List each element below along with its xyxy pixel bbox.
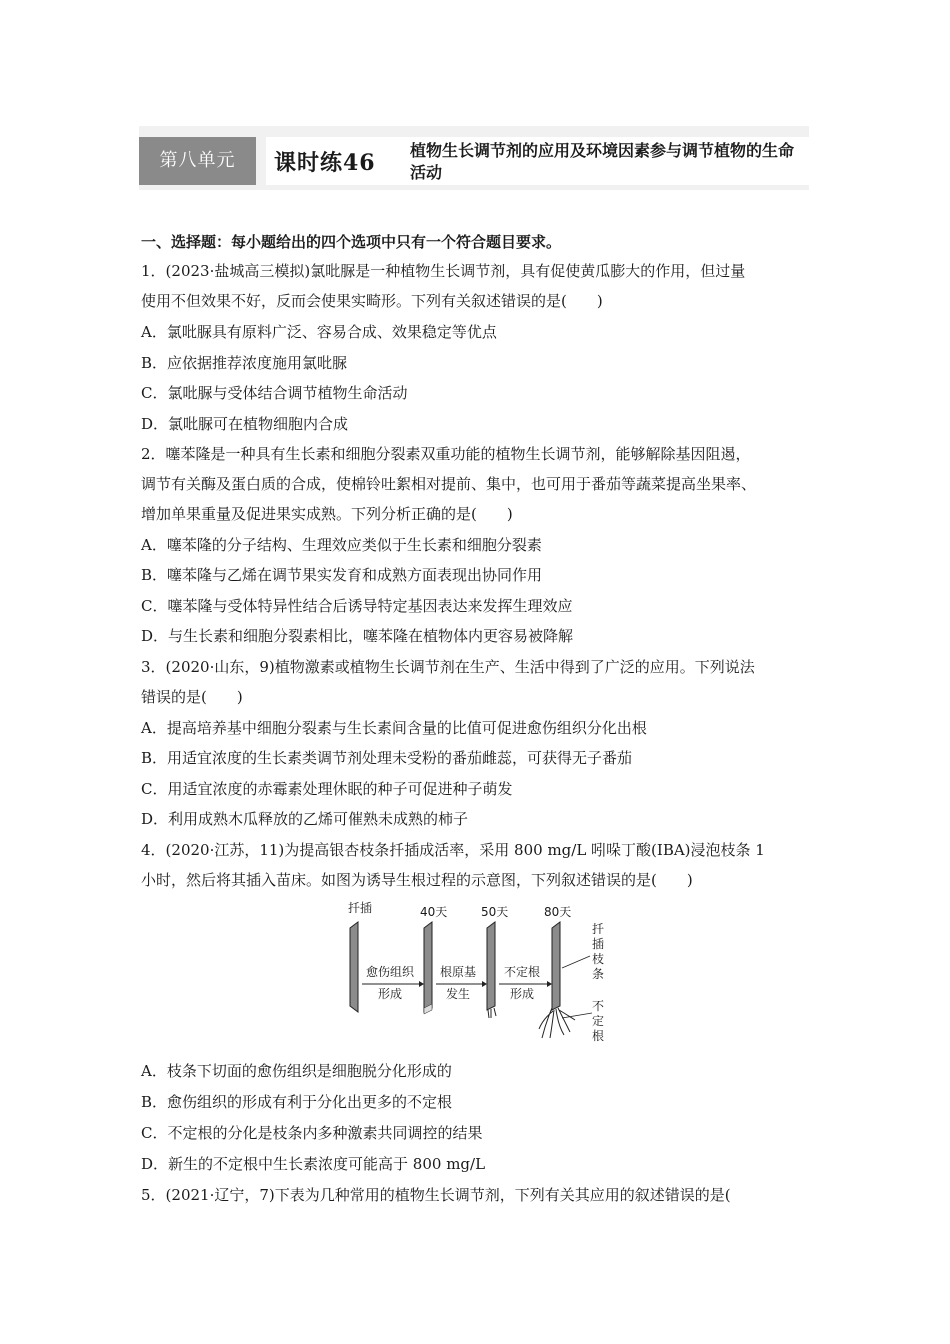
q2-option-c: C．噻苯隆与受体特异性结合后诱导特定基因表达来发挥生理效应 [141, 597, 573, 615]
q4-stem-line2: 小时，然后将其插入苗床。如图为诱导生根过程的示意图，下列叙述错误的是( ) [141, 871, 693, 889]
q4-option-a: A．枝条下切面的愈伤组织是细胞脱分化形成的 [141, 1062, 452, 1080]
q4-option-d: D．新生的不定根中生长素浓度可能高于 800 mg/L [141, 1155, 486, 1173]
arrow-1-label-2: 形成 [378, 987, 403, 1001]
lesson-number: 课时练46 [274, 150, 376, 176]
q3-option-a: A．提高培养基中细胞分裂素与生长素间含量的比值可促进愈伤组织分化出根 [141, 719, 647, 737]
q2-stem-line1: 2．噻苯隆是一种具有生长素和细胞分裂素双重功能的植物生长调节剂，能够解除基因阻遏， [141, 445, 751, 463]
stage-label-40d: 40天 [420, 905, 448, 919]
q1-option-c: C．氯吡脲与受体结合调节植物生命活动 [141, 384, 408, 402]
cutting-stage-2 [424, 922, 432, 1012]
q1-stem-line1: 1．(2023·盐城高三模拟)氯吡脲是一种植物生长调节剂，具有促使黄瓜膨大的作用，但过量 [141, 262, 746, 280]
side-label-cutting-3: 枝 [592, 952, 605, 966]
leader-cutting [562, 956, 590, 968]
cutting-stage-4 [552, 922, 560, 1010]
q2-option-d: D．与生长素和细胞分裂素相比，噻苯隆在植物体内更容易被降解 [141, 627, 574, 645]
arrow-1-label-1: 愈伤组织 [366, 965, 415, 979]
q4-stem-line1: 4．(2020·江苏，11)为提高银杏枝条扦插成活率，采用 800 mg/L 吲哚丁酸(IBA)浸泡枝条 1 [141, 841, 765, 859]
q3-stem-line2: 错误的是( ) [141, 688, 243, 706]
q2-stem-line2: 调节有关酶及蛋白质的合成，使棉铃吐絮相对提前、集中，也可用于番茄等蔬菜提高坐果率、 [141, 475, 757, 493]
arrow-3-label-2: 形成 [510, 987, 535, 1001]
root-primordia [488, 1008, 496, 1018]
arrow-2-head [482, 981, 487, 987]
q5-stem-line1: 5．(2021·辽宁，7)下表为几种常用的植物生长调节剂，下列有关其应用的叙述错误的是( [141, 1186, 731, 1204]
q2-option-a: A．噻苯隆的分子结构、生理效应类似于生长素和细胞分裂素 [141, 536, 542, 554]
side-label-root-1: 不 [592, 999, 605, 1013]
q4-option-b: B．愈伤组织的形成有利于分化出更多的不定根 [141, 1093, 453, 1111]
side-label-root-3: 根 [592, 1029, 605, 1043]
arrow-3-head [547, 981, 552, 987]
arrow-2-label-1: 根原基 [440, 965, 477, 979]
side-label-root-2: 定 [592, 1014, 605, 1028]
leader-roots [562, 1013, 592, 1018]
side-label-cutting-4: 条 [592, 967, 605, 981]
rooting-process-figure [340, 898, 620, 1048]
side-label-cutting-2: 插 [592, 937, 605, 951]
q1-option-a: A．氯吡脲具有原料广泛、容易合成、效果稳定等优点 [141, 323, 497, 341]
stage-label-50d: 50天 [481, 905, 509, 919]
q2-stem-line3: 增加单果重量及促进果实成熟。下列分析正确的是( ) [141, 505, 513, 523]
arrow-1-head [419, 981, 424, 987]
q1-stem-line2: 使用不但效果不好，反而会使果实畸形。下列有关叙述错误的是( ) [141, 292, 603, 310]
q3-stem-line1: 3．(2020·山东，9)植物激素或植物生长调节剂在生产、生活中得到了广泛的应用。下列说法 [141, 658, 755, 676]
q3-option-c: C．用适宜浓度的赤霉素处理休眠的种子可促进种子萌发 [141, 780, 513, 798]
adventitious-roots [539, 1008, 575, 1038]
stage-label-80d: 80天 [544, 905, 572, 919]
q2-option-b: B．噻苯隆与乙烯在调节果实发育和成熟方面表现出协同作用 [141, 566, 543, 584]
q1-option-b: B．应依据推荐浓度施用氯吡脲 [141, 354, 348, 372]
q4-option-c: C．不定根的分化是枝条内多种激素共同调控的结果 [141, 1124, 483, 1142]
cutting-stage-1 [350, 922, 358, 1012]
unit-tag: 第八单元 [139, 137, 256, 185]
q1-option-d: D．氯吡脲可在植物细胞内合成 [141, 415, 349, 433]
arrow-2-label-2: 发生 [446, 987, 471, 1001]
section-heading: 一、选择题：每小题给出的四个选项中只有一个符合题目要求。 [141, 233, 562, 251]
cutting-stage-3 [487, 922, 495, 1010]
lesson-title: 植物生长调节剂的应用及环境因素参与调节植物的生命活动 [410, 141, 795, 182]
q3-option-b: B．用适宜浓度的生长素类调节剂处理未受粉的番茄雌蕊，可获得无子番茄 [141, 749, 633, 767]
side-label-cutting-1: 扦 [592, 922, 605, 936]
arrow-3-label-1: 不定根 [504, 965, 541, 979]
q3-option-d: D．利用成熟木瓜释放的乙烯可催熟未成熟的柿子 [141, 810, 469, 828]
stage-label-planting: 扦插 [348, 901, 373, 915]
